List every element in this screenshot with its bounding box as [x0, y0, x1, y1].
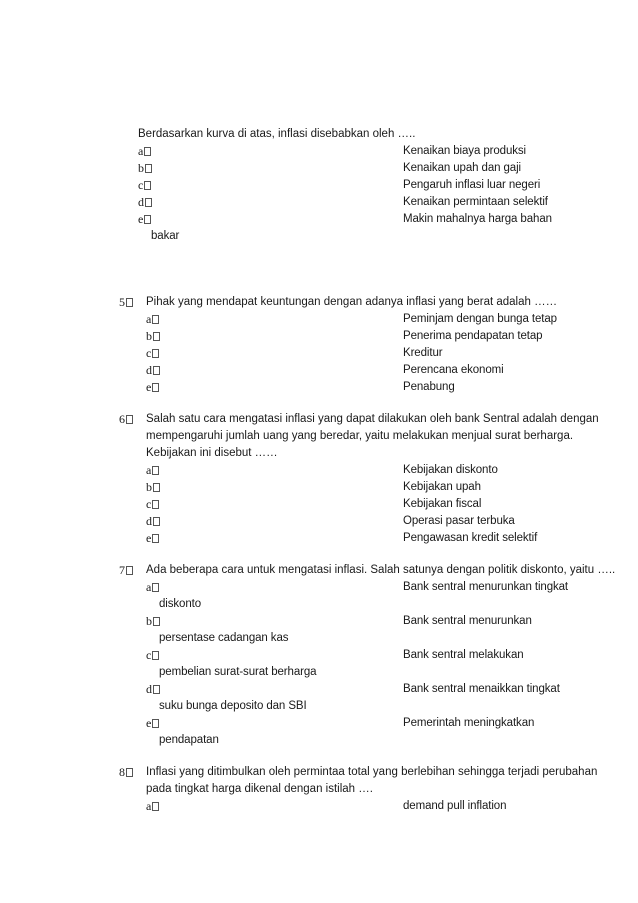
q5-option-e-marker: e — [146, 380, 159, 395]
q5-option-a-marker: a — [146, 312, 159, 327]
q4-option-a-marker: a — [138, 144, 151, 159]
q7-stem: Ada beberapa cara untuk mengatasi inflasi. Salah satunya dengan politik diskonto, yaitu ….. — [146, 564, 616, 576]
q4-option-d-text: Kenaikan permintaan selektif — [403, 196, 548, 208]
q4-stem: Berdasarkan kurva di atas, inflasi disebabkan oleh ….. — [138, 128, 416, 140]
q6-option-a-text: Kebijakan diskonto — [403, 464, 498, 476]
q6-option-e-text: Pengawasan kredit selektif — [403, 532, 538, 544]
q7-option-d-text: Bank sentral menaikkan tingkat — [403, 683, 560, 695]
q7-option-e-continuation: pendapatan — [159, 734, 219, 746]
q7-option-b-continuation: persentase cadangan kas — [159, 632, 289, 644]
q5-stem: Pihak yang mendapat keuntungan dengan adanya inflasi yang berat adalah …… — [146, 296, 558, 308]
q6-option-c-marker: c — [146, 497, 159, 512]
q5-option-c-marker: c — [146, 346, 159, 361]
q6-option-d-marker: d — [146, 514, 160, 529]
q6-option-b-marker: b — [146, 480, 160, 495]
q5-option-a-text: Peminjam dengan bunga tetap — [403, 313, 557, 325]
q6-stem-line-2: mempengaruhi jumlah uang yang beredar, yaitu melakukan menjual surat berharga. — [146, 430, 574, 442]
q5-option-d-text: Perencana ekonomi — [403, 364, 504, 376]
q5-option-e-text: Penabung — [403, 381, 455, 393]
q8-number: 8 — [119, 765, 133, 780]
q4-option-e-text: Makin mahalnya harga bahan — [403, 213, 552, 225]
q4-option-c-text: Pengaruh inflasi luar negeri — [403, 179, 541, 191]
q7-option-c-continuation: pembelian surat-surat berharga — [159, 666, 317, 678]
q6-option-c-text: Kebijakan fiscal — [403, 498, 482, 510]
q7-option-b-text: Bank sentral menurunkan — [403, 615, 532, 627]
q4-option-d-marker: d — [138, 195, 152, 210]
q6-option-b-text: Kebijakan upah — [403, 481, 481, 493]
q8-option-a-marker: a — [146, 799, 159, 814]
q8-option-a-text: demand pull inflation — [403, 800, 507, 812]
q7-option-e-marker: e — [146, 716, 159, 731]
q4-option-c-marker: c — [138, 178, 151, 193]
q7-option-c-marker: c — [146, 648, 159, 663]
q7-number: 7 — [119, 563, 133, 578]
q7-option-a-continuation: diskonto — [159, 598, 202, 610]
q6-stem-line-1: Salah satu cara mengatasi inflasi yang dapat dilakukan oleh bank Sentral adalah dengan — [146, 413, 599, 425]
q7-option-b-marker: b — [146, 614, 160, 629]
q7-option-e-text: Pemerintah meningkatkan — [403, 717, 535, 729]
q7-option-d-marker: d — [146, 682, 160, 697]
q6-stem-line-3: Kebijakan ini disebut …… — [146, 447, 278, 459]
q7-option-a-text: Bank sentral menurunkan tingkat — [403, 581, 569, 593]
q6-option-e-marker: e — [146, 531, 159, 546]
q8-stem-line-1: Inflasi yang ditimbulkan oleh permintaa total yang berlebihan sehingga terjadi perubahan — [146, 766, 598, 778]
q7-option-d-continuation: suku bunga deposito dan SBI — [159, 700, 307, 712]
q6-option-a-marker: a — [146, 463, 159, 478]
q7-option-c-text: Bank sentral melakukan — [403, 649, 524, 661]
q7-option-a-marker: a — [146, 580, 159, 595]
q5-option-b-text: Penerima pendapatan tetap — [403, 330, 543, 342]
q4-option-e-continuation: bakar — [151, 230, 180, 242]
q8-stem-line-2: pada tingkat harga dikenal dengan istilah …. — [146, 783, 373, 795]
q6-option-d-text: Operasi pasar terbuka — [403, 515, 515, 527]
q5-option-b-marker: b — [146, 329, 160, 344]
q4-option-a-text: Kenaikan biaya produksi — [403, 145, 527, 157]
q5-option-d-marker: d — [146, 363, 160, 378]
q4-option-b-text: Kenaikan upah dan gaji — [403, 162, 522, 174]
q5-number: 5 — [119, 295, 133, 310]
q6-number: 6 — [119, 412, 133, 427]
q4-option-e-marker: e — [138, 212, 151, 227]
q5-option-c-text: Kreditur — [403, 347, 443, 359]
q4-option-b-marker: b — [138, 161, 152, 176]
